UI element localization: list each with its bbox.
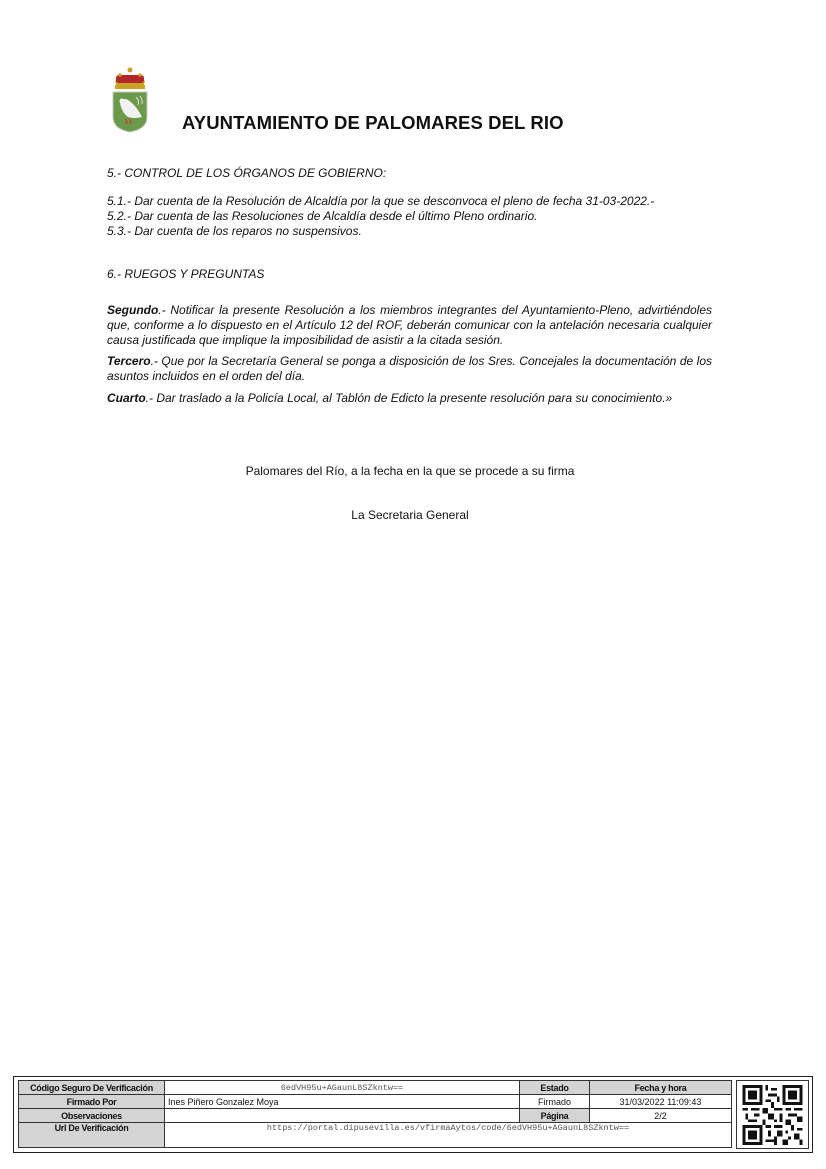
signed-by-value: Ines Piñero Gonzalez Moya (165, 1095, 520, 1109)
page-title: AYUNTAMIENTO DE PALOMARES DEL RIO (182, 112, 564, 133)
verification-table (18, 1080, 732, 1148)
resolution-text: .- Que por la Secretaría General se ponga a disposición de los Sres. Concejales la documentación de los asuntos incluidos en el orden del día. (107, 354, 712, 383)
signed-by-label: Firmado Por (19, 1095, 165, 1109)
place-and-date: Palomares del Río, a la fecha en la que se procede a su firma (245, 464, 575, 478)
verification-url[interactable]: https://portal.dipusevilla.es/vfirmaAytos/code/6edVH95u+AGaunL8SZkntw== (165, 1123, 732, 1148)
resolution-label: Segundo (107, 303, 159, 317)
resolution-paragraph-tercero (107, 354, 712, 384)
qr-code-box (736, 1080, 809, 1149)
code-label: Código Seguro De Verificación (19, 1081, 165, 1095)
resolution-label: Tercero (107, 354, 151, 368)
status-label: Estado (520, 1081, 590, 1095)
page-label: Página (520, 1109, 590, 1123)
url-label: Url De Verificación (19, 1123, 165, 1148)
resolution-label: Cuarto (107, 391, 146, 405)
section-6-heading: 6.- RUEGOS Y PREGUNTAS (107, 267, 265, 281)
agenda-item: 5.1.- Dar cuenta de la Resolución de Alcaldía por la que se desconvoca el pleno de fecha 31-03-2022.- (107, 194, 655, 208)
qr-code-icon (741, 1085, 804, 1145)
signatory-title: La Secretaria General (351, 508, 469, 522)
section-5-items (107, 194, 654, 239)
resolution-text: .- Notificar la presente Resolución a los miembros integrantes del Ayuntamiento-Pleno, advirtiéndoles que, conforme a lo dispuesto en el Artículo 12 del ROF, deberán comunicar con la antelación necesaria cualquier causa justificada que implique la imposibilidad de asistir a la citada sesión. (107, 303, 712, 347)
verification-code: 6edVH95u+AGaunL8SZkntw== (165, 1081, 520, 1095)
coat-of-arms-icon (110, 67, 150, 133)
resolution-text: .- Dar traslado a la Policía Local, al Tablón de Edicto la presente resolución para su conocimiento.» (145, 391, 673, 405)
section-5-heading: 5.- CONTROL DE LOS ÓRGANOS DE GOBIERNO: (107, 166, 387, 180)
page-value: 2/2 (590, 1109, 732, 1123)
datetime-value: 31/03/2022 11:09:43 (590, 1095, 732, 1109)
agenda-item: 5.2.- Dar cuenta de las Resoluciones de Alcaldía desde el último Pleno ordinario. (107, 209, 538, 223)
observations-value (165, 1109, 520, 1123)
resolution-paragraph-segundo (107, 303, 712, 348)
crest-logo (110, 67, 150, 133)
observations-label: Observaciones (19, 1109, 165, 1123)
datetime-label: Fecha y hora (590, 1081, 732, 1095)
status-value: Firmado (520, 1095, 590, 1109)
agenda-item: 5.3.- Dar cuenta de los reparos no suspensivos. (107, 224, 362, 238)
verification-footer (13, 1076, 813, 1153)
resolution-paragraph-cuarto (107, 391, 712, 406)
